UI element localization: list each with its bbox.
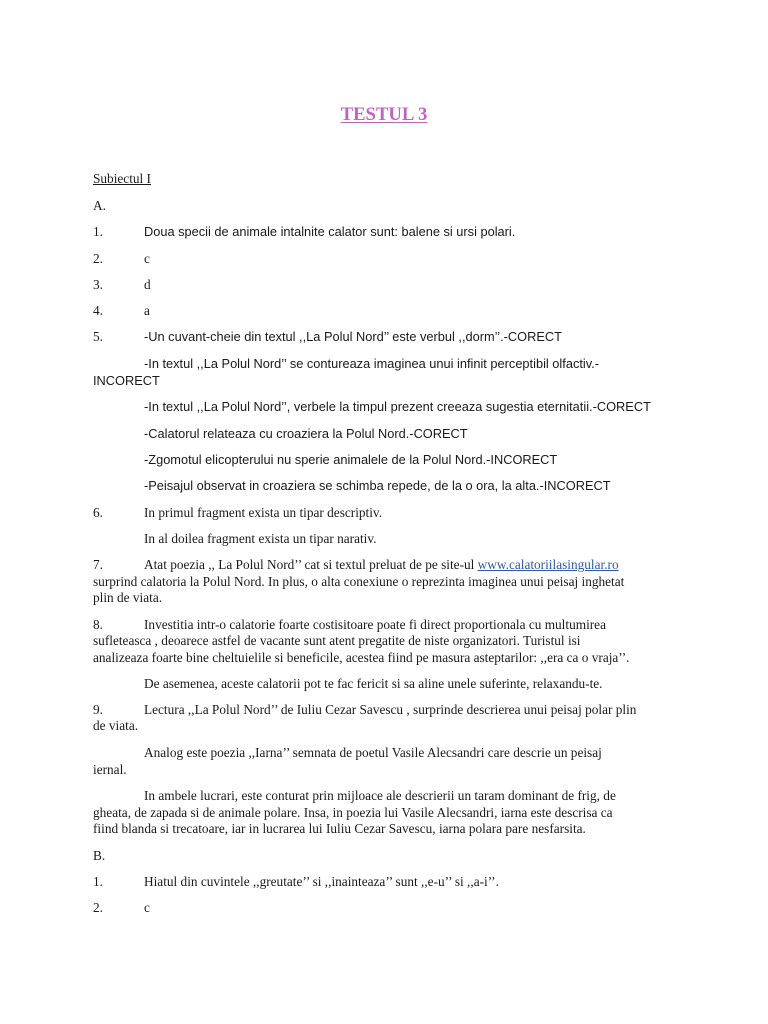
item-number: 5. — [93, 329, 103, 344]
answer-7-line-1 — [144, 557, 619, 573]
item-number: 3. — [93, 277, 103, 292]
calatorii-link[interactable]: www.calatoriilasingular.ro — [477, 557, 619, 572]
answer-9-line-6: gheata, de zapada si de animale polare. Insa, in poezia lui Vasile Alecsandri, iarna este descrisa ca — [93, 805, 613, 820]
answer-9-line-7: fiind blanda si trecatoare, iar in lucrarea lui Iuliu Cezar Savescu, iarna polara pare nesfarsita. — [93, 821, 586, 836]
answer-9-line-3: Analog este poezia ,,Iarna’’ semnata de poetul Vasile Alecsandri care descrie un peisaj — [144, 745, 602, 760]
answer-9-line-4: iernal. — [93, 762, 127, 777]
answer-6-line-2: In al doilea fragment exista un tipar narativ. — [144, 531, 377, 546]
answer-7-line-3: plin de viata. — [93, 590, 163, 605]
page-title: TESTUL 3 — [340, 104, 428, 125]
answer-9-line-1: Lectura ,,La Polul Nord’’ de Iuliu Cezar Savescu , surprinde descrierea unui peisaj polar plin — [144, 702, 637, 717]
answer-9-line-5: In ambele lucrari, este conturat prin mijloace ale descrierii un taram dominant de frig, de — [144, 788, 616, 803]
answer-5-statement-3: -In textul ,,La Polul Nord’’, verbele la timpul prezent creeaza sugestia eternitatii.-CORECT — [144, 399, 651, 414]
section-b-label: B. — [93, 848, 106, 863]
answer-5-statement-2: -In textul ,,La Polul Nord’’ se contureaza imaginea unui infinit perceptibil olfactiv.- — [144, 356, 600, 371]
item-number: 8. — [93, 617, 103, 632]
item-number: 7. — [93, 557, 103, 572]
answer-2-text: c — [144, 251, 150, 266]
answer-5-statement-6: -Peisajul observat in croaziera se schimba repede, de la o ora, la alta.-INCORECT — [144, 478, 611, 493]
answer-b1-text: Hiatul din cuvintele ,,greutate’’ si ,,inainteaza’’ sunt ,,e-u’’ si ,,a-i’’. — [144, 874, 499, 889]
answer-8-line-4: De asemenea, aceste calatorii pot te fac fericit si sa aline unele suferinte, relaxandu-te. — [144, 676, 603, 691]
item-number: 1. — [93, 224, 103, 239]
answer-5-statement-1: -Un cuvant-cheie din textul ,,La Polul Nord’’ este verbul ,,dorm’’.-CORECT — [144, 329, 562, 344]
answer-1-text: Doua specii de animale intalnite calator sunt: balene si ursi polari. — [144, 224, 516, 239]
answer-3-text: d — [144, 277, 151, 292]
answer-7-line-2: surprind calatoria la Polul Nord. In plus, o alta conexiune o reprezinta imaginea unui peisaj inghetat — [93, 574, 625, 589]
item-number: 1. — [93, 874, 103, 889]
item-number: 4. — [93, 303, 103, 318]
item-number: 6. — [93, 505, 103, 520]
section-a-label: A. — [93, 198, 106, 213]
answer-4-text: a — [144, 303, 150, 318]
item-number: 9. — [93, 702, 103, 717]
answer-9-line-2: de viata. — [93, 718, 139, 733]
answer-8-line-3: analizeaza foarte bine cheltuielile si beneficile, acestea fiind pe masura asteptarilor: ,,era ca o vraja’’. — [93, 650, 630, 665]
answer-5-statement-5: -Zgomotul elicopterului nu sperie animalele de la Polul Nord.-INCORECT — [144, 452, 558, 467]
answer-5-statement-2-cont: INCORECT — [93, 373, 160, 388]
item-number: 2. — [93, 900, 103, 915]
answer-b2-text: c — [144, 900, 150, 915]
section-subiect-heading: Subiectul I — [93, 171, 151, 186]
answer-8-line-2: sufleteasca , deoarece astfel de vacante sunt atent pregatite de niste organizatori. Turistul isi — [93, 633, 581, 648]
item-number: 2. — [93, 251, 103, 266]
answer-7-line-1-text: Atat poezia ,, La Polul Nord’’ cat si textul preluat de pe site-ul — [144, 557, 478, 572]
answer-8-line-1: Investitia intr-o calatorie foarte costisitoare poate fi direct proportionala cu multumirea — [144, 617, 606, 632]
answer-6-line-1: In primul fragment exista un tipar descriptiv. — [144, 505, 383, 520]
answer-5-statement-4: -Calatorul relateaza cu croaziera la Polul Nord.-CORECT — [144, 426, 468, 441]
